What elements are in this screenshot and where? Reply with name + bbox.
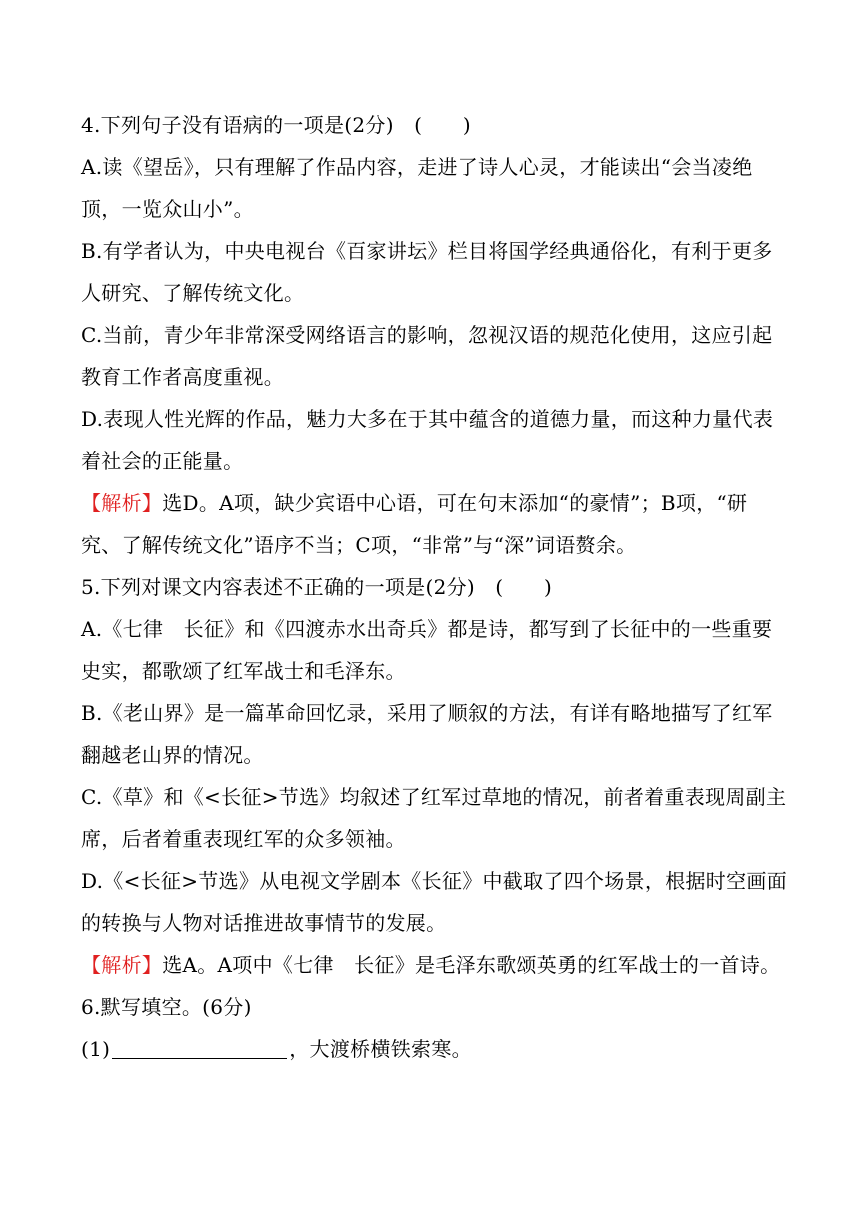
question-4-option-a-cont: 顶，一览众山小”。 xyxy=(81,197,254,221)
question-4-option-a: A.读《望岳》，只有理解了作品内容，走进了诗人心灵，才能读出“会当凌绝 xyxy=(81,155,753,179)
question-5-option-a: A.《七律 长征》和《四渡赤水出奇兵》都是诗，都写到了长征中的一些重要 xyxy=(81,617,773,641)
analysis-text: 选A。A项中《七律 长征》是毛泽东歌颂英勇的红军战士的一首诗。 xyxy=(162,953,781,977)
question-4-option-d-cont: 着社会的正能量。 xyxy=(81,449,244,473)
question-5-option-d-cont: 的转换与人物对话推进故事情节的发展。 xyxy=(81,911,447,935)
question-5-analysis xyxy=(81,944,781,986)
question-6-item-1 xyxy=(81,1028,781,1070)
question-5-option-d: D.《<长征>节选》从电视文学剧本《长征》中截取了四个场景，根据时空画面 xyxy=(81,869,787,893)
question-4-option-b-cont: 人研究、了解传统文化。 xyxy=(81,281,305,305)
question-4-analysis-cont: 究、了解传统文化”语序不当；C项，“非常”与“深”词语赘余。 xyxy=(81,533,637,557)
question-4-stem: 4.下列句子没有语病的一项是(2分) ( ) xyxy=(81,113,471,137)
question-5-option-a-cont: 史实，都歌颂了红军战士和毛泽东。 xyxy=(81,659,406,683)
question-4-analysis xyxy=(81,482,781,524)
analysis-tag: 【解析】 xyxy=(81,491,163,515)
question-4-option-b: B.有学者认为，中央电视台《百家讲坛》栏目将国学经典通俗化，有利于更多 xyxy=(81,239,773,263)
item-text: ，大渡桥横铁索寒。 xyxy=(289,1037,472,1061)
question-4-option-c: C.当前，青少年非常深受网络语言的影响，忽视汉语的规范化使用，这应引起 xyxy=(81,323,773,347)
question-5-option-b: B.《老山界》是一篇革命回忆录，采用了顺叙的方法，有详有略地描写了红军 xyxy=(81,701,773,725)
question-5-option-b-cont: 翻越老山界的情况。 xyxy=(81,743,264,767)
question-6-stem: 6.默写填空。(6分) xyxy=(81,995,252,1019)
document-page xyxy=(81,104,787,1070)
question-5-option-c: C.《草》和《<长征>节选》均叙述了红军过草地的情况，前者着重表现周副主 xyxy=(81,785,787,809)
analysis-text: 选D。A项，缺少宾语中心语，可在句末添加“的豪情”；B项，“研 xyxy=(162,491,748,515)
item-number: (1) xyxy=(81,1037,111,1061)
question-4-option-d: D.表现人性光辉的作品，魅力大多在于其中蕴含的道德力量，而这种力量代表 xyxy=(81,407,774,431)
question-5-option-c-cont: 席，后者着重表现红军的众多领袖。 xyxy=(81,827,406,851)
question-5-stem: 5.下列对课文内容表述不正确的一项是(2分) ( ) xyxy=(81,575,553,599)
fill-in-blank[interactable] xyxy=(112,1038,287,1059)
analysis-tag: 【解析】 xyxy=(81,953,163,977)
question-4-option-c-cont: 教育工作者高度重视。 xyxy=(81,365,284,389)
